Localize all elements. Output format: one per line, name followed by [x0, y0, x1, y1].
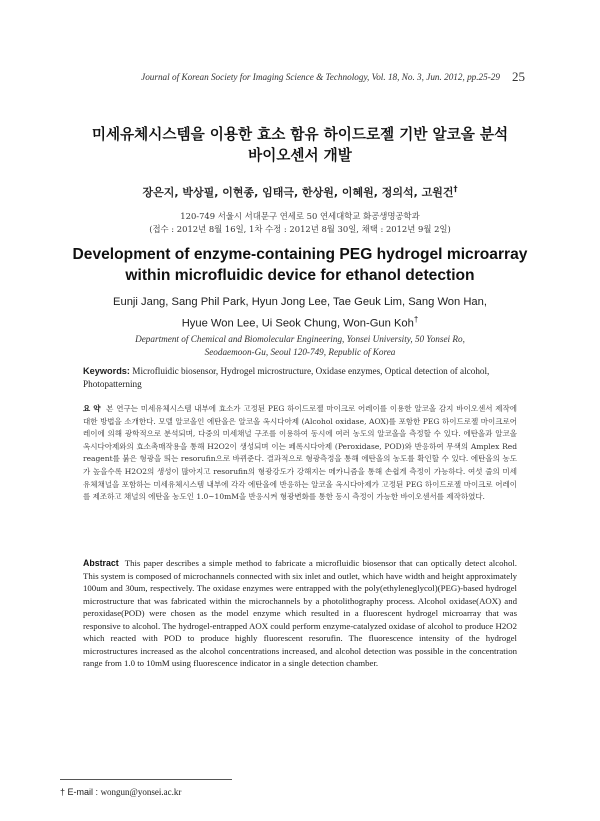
- korean-abstract-label: 요 약: [83, 404, 101, 413]
- keywords-label: Keywords:: [83, 366, 130, 376]
- korean-author-list: 장은지, 박상필, 이현종, 임태극, 한상원, 이혜원, 정의석, 고원건: [142, 186, 454, 199]
- keywords-text: Microfluidic biosensor, Hydrogel microstructure, Oxidase enzymes, Optical detection of alcohol, Photopatterning: [83, 366, 490, 389]
- footnote-dagger: †: [60, 787, 66, 797]
- english-corresponding-mark: †: [413, 315, 419, 324]
- footnote: [60, 787, 181, 797]
- submission-dates: (접수 : 2012년 8월 16일, 1차 수정 : 2012년 8월 30일, 채택 : 2012년 9월 2일): [149, 224, 451, 234]
- korean-title-line2: 바이오센서 개발: [248, 147, 352, 164]
- corresponding-email-link[interactable]: wongun@yonsei.ac.kr: [100, 787, 182, 797]
- korean-affiliation: [60, 210, 540, 236]
- keywords: [83, 365, 517, 390]
- english-affiliation-line2: Seodaemoon-Gu, Seoul 120-749, Republic of Korea: [204, 347, 396, 357]
- korean-abstract: [83, 403, 517, 504]
- english-authors: [60, 294, 540, 333]
- page-number: 25: [512, 69, 525, 84]
- english-title: [40, 244, 560, 286]
- english-abstract: [83, 557, 517, 670]
- english-title-line1: Development of enzyme-containing PEG hydrogel microarray: [72, 246, 528, 263]
- footnote-email-label: E-mail :: [67, 787, 99, 797]
- korean-title: [60, 124, 540, 166]
- korean-address: 120-749 서울시 서대문구 연세로 50 연세대학교 화공생명공학과: [180, 211, 420, 221]
- english-title-line2: within microfluidic device for ethanol detection: [125, 267, 475, 284]
- english-authors-line2: Hyue Won Lee, Ui Seok Chung, Won-Gun Koh: [181, 317, 414, 330]
- english-abstract-text: This paper describes a simple method to fabricate a microfluidic biosensor that can optically detect alcohol. This system is composed of microchannels connected with six inlet and outlet, which have width and height approximately 100um and 30um, respectively. The oxidase enzymes were entrapped with the poly(ethyleneglycol)(PEG)-based hydrogel microstructure that was fabricated within the microchannels by a photolithography process. Alcohol oxidase(AOX) and peroxidase(POD) were chosen as the model enzyme which resulted in a fluorescent hydrogel microarray that was responsive to alcohol. The hydrogel-entrapped AOX could perform enzyme-catalyzed oxidase of alcohol to produce H2O2 which reacted with POD to produce highly fluorescent resorufin. The fluorescence intensity of the hydrogel microstructures increased as the alcohol concentrations increased, and alcohol detection was possible in the concentration range from 1.0 to 10mM using fluorescence indicator in a single detection chamber.: [83, 558, 517, 668]
- korean-title-line1: 미세유체시스템을 이용한 효소 함유 하이드로젤 기반 알코올 분석: [91, 126, 509, 143]
- corresponding-author-mark: †: [453, 184, 458, 194]
- running-header: Journal of Korean Society for Imaging Science & Technology, Vol. 18, No. 3, Jun. 2012, pp.25-29: [141, 72, 500, 82]
- english-authors-line1: Eunji Jang, Sang Phil Park, Hyun Jong Lee, Tae Geuk Lim, Sang Won Han,: [113, 296, 487, 308]
- footnote-divider: [60, 779, 232, 780]
- english-affiliation-line1: Department of Chemical and Biomolecular Engineering, Yonsei University, 50 Yonsei Ro,: [135, 334, 465, 344]
- korean-abstract-text: 본 연구는 미세유체시스템 내부에 효소가 고정된 PEG 하이드로젤 마이크로 어레이를 이용한 알코올 감지 바이오센서 제작에 대한 방법을 소개한다. 모델 알코올인 에탄올은 알코올 옥시다아제 (Alcohol oxidase, AOX)를 포함한 PEG 하이드로젤 마이크로어레이에 의해 광학적으로 분석되며, 다중의 미세채널 구조를 이용하여 동시에 여러 농도의 알코올을 측정할 수 있다. 에탄올과 알코올 옥시다아제와의 효소촉매작용을 통해 H2O2이 생성되며 이는 페록시다아제 (Peroxidase, POD)와 반응하여 무색의 Amplex Red reagent를 붉은 형광을 띄는 resorufin으로 바뀌준다. 결과적으로 형광측정을 통해 에탄올의 농도를 확인할 수 있다. 에탄올의 농도가 높을수록 H2O2의 생성이 많아지고 resorufin의 형광강도가 강해지는 메카니즘을 통해 손쉽게 측정이 가능하다. 여섯 줄의 미세유체채널을 포함하는 미세유체시스템 내부에 각각 에탄올에 반응하는 알코올 옥시다아제가 고정된 PEG 하이드로젤 마이크로 어레이를 제조하고 채널의 에탄올 농도인 1.0~10mM을 반응시켜 형광변화를 통한 동시 측정이 가능한 바이오센서를 제작하였다.: [83, 404, 517, 502]
- korean-authors: [60, 184, 540, 200]
- english-abstract-label: Abstract: [83, 558, 119, 568]
- english-affiliation: [60, 333, 540, 359]
